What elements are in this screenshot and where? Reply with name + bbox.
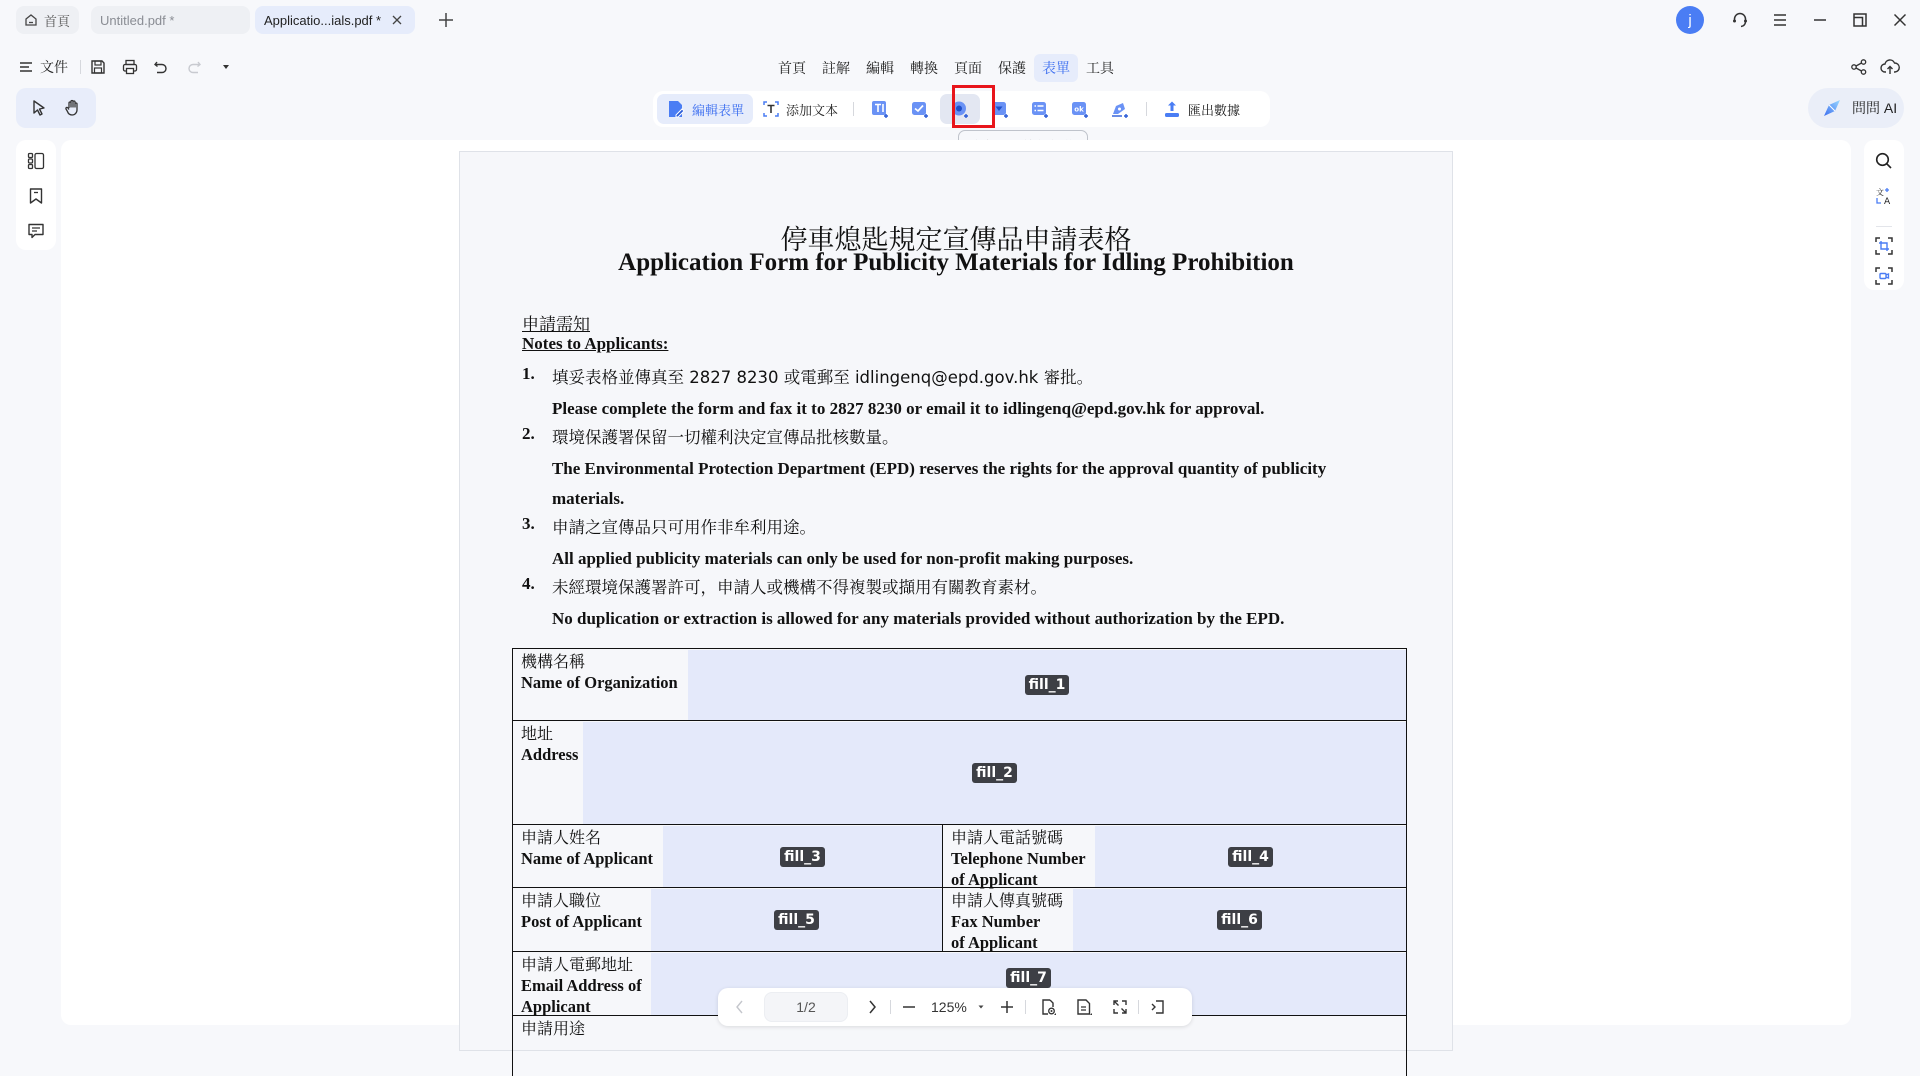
label-zh: 申請人電話號碼 [951, 828, 1064, 847]
next-page-button[interactable] [858, 993, 886, 1021]
hand-tool[interactable] [63, 98, 83, 118]
list-box-field-icon [1030, 99, 1050, 119]
menu-annotate[interactable]: 註解 [822, 60, 850, 76]
label-zh: 申請用途 [521, 1019, 586, 1038]
page-layout-icon [1075, 998, 1093, 1016]
field-label [513, 721, 578, 824]
avatar[interactable] [1676, 6, 1704, 34]
translate-icon [1874, 186, 1894, 206]
note-number: 3. [522, 514, 535, 533]
previous-page-button[interactable] [726, 993, 754, 1021]
cloud-upload-icon [1880, 58, 1900, 76]
form-cell [513, 649, 1406, 720]
pointer-icon [29, 98, 49, 118]
screen-record-button[interactable] [1873, 265, 1895, 287]
field-name-tag: fill_2 [972, 763, 1017, 783]
plus-icon [999, 999, 1015, 1015]
divider [80, 60, 81, 74]
label-zh: 機構名稱 [521, 652, 586, 671]
edit-form-icon [666, 99, 686, 119]
print-icon [121, 58, 139, 76]
label-en: Name of Organization [521, 673, 678, 692]
add-text-icon [762, 100, 780, 118]
hand-icon [63, 98, 83, 118]
label-zh: 申請人職位 [521, 891, 602, 910]
plus-icon [436, 10, 456, 30]
field-label [513, 888, 642, 951]
cursor-tool-group [16, 88, 96, 128]
comment-icon [26, 221, 46, 241]
checkbox-field-icon [910, 99, 930, 119]
page-layout-button[interactable] [1070, 993, 1098, 1021]
print-button[interactable] [119, 56, 141, 78]
note-text-zh: 申請之宣傳品只可用作非牟利用途。 [552, 518, 816, 537]
button-field-tool[interactable] [1060, 94, 1100, 124]
button-field-icon [1070, 99, 1090, 119]
cloud-upload-button[interactable] [1879, 56, 1901, 78]
note-item [522, 514, 1402, 574]
menu-home[interactable]: 首頁 [778, 60, 806, 76]
add-text-button[interactable] [753, 94, 847, 124]
field-label [943, 888, 1063, 951]
zoom-level-select[interactable] [923, 999, 993, 1015]
label-zh: 申請人姓名 [521, 828, 602, 847]
label-en: Name of Applicant [521, 849, 653, 868]
field-name-tag: fill_7 [1006, 968, 1051, 988]
highlight-box [952, 85, 995, 128]
address-field[interactable] [583, 722, 1406, 824]
chevron-left-icon [733, 999, 747, 1015]
label-en: Telephone Number [951, 849, 1086, 868]
form-row-organization [513, 649, 1406, 721]
bookmark-icon [26, 186, 46, 206]
page-navigation-bar [718, 988, 1192, 1026]
divider [1146, 102, 1147, 116]
minimize-button[interactable] [1808, 8, 1832, 32]
fullscreen-button[interactable] [1106, 993, 1134, 1021]
select-tool[interactable] [29, 98, 49, 118]
file-menu-button[interactable] [18, 56, 68, 78]
field-label [513, 1016, 585, 1076]
menu-form[interactable]: 表單 [1034, 54, 1078, 82]
divider [890, 1000, 891, 1014]
label-zh: 地址 [521, 724, 554, 743]
tab-home-label: 首頁 [44, 13, 71, 29]
zoom-level: 125% [931, 999, 967, 1015]
dropdown-caret-icon [977, 1003, 985, 1011]
menu-convert[interactable]: 轉換 [910, 60, 938, 76]
svg-text:文: 文 [1876, 188, 1884, 197]
telephone-field[interactable] [1095, 826, 1406, 887]
applicant-name-field[interactable] [663, 826, 942, 887]
chevron-right-icon [865, 999, 879, 1015]
exit-reading-button[interactable] [1143, 993, 1171, 1021]
signature-field-tool[interactable] [1100, 94, 1140, 124]
note-number: 1. [522, 364, 535, 383]
notes-heading-zh: 申請需知 [522, 315, 590, 335]
menu-edit[interactable]: 編輯 [866, 60, 894, 76]
label-en: of Applicant [951, 870, 1038, 889]
form-cell [513, 825, 942, 887]
tab-label: Untitled.pdf * [100, 12, 175, 28]
menu-page[interactable]: 頁面 [954, 60, 982, 76]
close-icon [1891, 11, 1909, 29]
fax-field[interactable] [1073, 889, 1406, 951]
dropdown-caret-icon [221, 62, 231, 72]
field-label [943, 825, 1086, 887]
note-number: 2. [522, 424, 535, 443]
save-icon [89, 58, 107, 76]
new-tab-button[interactable] [436, 10, 456, 30]
exit-panel-icon [1148, 998, 1166, 1016]
checkbox-field-tool[interactable] [900, 94, 940, 124]
right-sidebar [1864, 140, 1904, 290]
label-en: Address [521, 745, 579, 764]
export-data-button[interactable] [1153, 94, 1249, 124]
hamburger-menu-icon [1771, 11, 1789, 29]
tab-label: Applicatio...ials.pdf * [264, 12, 382, 28]
comments-button[interactable] [25, 220, 47, 242]
label-en: Post of Applicant [521, 912, 643, 931]
document-title-zh: 停車熄匙規定宣傳品申請表格 [780, 225, 1132, 256]
label-zh: 申請人傳真號碼 [951, 891, 1064, 910]
ask-ai-label: 問問 AI [1852, 100, 1898, 116]
export-data-label: 匯出數據 [1188, 102, 1241, 118]
zoom-in-button[interactable] [993, 993, 1021, 1021]
document-title-en: Application Form for Publicity Materials for Idling Prohibition [618, 249, 1294, 276]
notes-heading-en: Notes to Applicants: [522, 334, 669, 353]
label-zh: 申請人電郵地址 [521, 955, 634, 974]
minus-icon [901, 999, 917, 1015]
svg-text:ok: ok [1074, 105, 1084, 114]
undo-button[interactable] [150, 56, 172, 78]
divider [1025, 1000, 1026, 1014]
form-row-name-telephone [513, 825, 1406, 888]
note-item [522, 424, 1402, 514]
redo-icon [185, 58, 203, 76]
note-text-zh: 填妥表格並傳真至 2827 8230 或電郵至 idlingenq@epd.gov.hk 審批。 [552, 368, 1094, 387]
text-field-tool[interactable] [860, 94, 900, 124]
share-button[interactable] [1848, 56, 1870, 78]
tab-untitled[interactable] [91, 6, 250, 34]
fit-page-icon [1039, 998, 1057, 1016]
search-icon [1874, 151, 1894, 171]
label-en: Applicant [521, 997, 591, 1016]
ai-sparkle-icon [1822, 98, 1842, 118]
fit-page-button[interactable] [1034, 993, 1062, 1021]
crop-icon [1874, 236, 1894, 256]
edit-form-button[interactable] [657, 94, 753, 124]
avatar-letter: j [1688, 11, 1692, 29]
field-name-tag: fill_1 [1025, 675, 1070, 695]
field-name-tag: fill_5 [774, 910, 819, 930]
undo-icon [152, 58, 170, 76]
minimize-icon [1811, 11, 1829, 29]
label-en: of Applicant [951, 933, 1038, 952]
signature-field-icon [1110, 99, 1130, 119]
tab-application-form[interactable] [255, 6, 415, 34]
field-label [513, 825, 653, 887]
text-field-icon [870, 99, 890, 119]
field-name-tag: fill_6 [1217, 910, 1262, 930]
crop-button[interactable] [1873, 235, 1895, 257]
export-icon [1162, 99, 1182, 119]
thumbnails-button[interactable] [25, 150, 47, 172]
note-text-en: No duplication or extraction is allowed for any materials provided without authorization by the EPD. [552, 609, 1285, 628]
quick-access-dropdown[interactable] [215, 56, 237, 78]
close-window-button[interactable] [1888, 8, 1912, 32]
pdf-page [459, 151, 1453, 1051]
support-icon [1730, 10, 1750, 30]
edit-form-label: 編輯表單 [692, 102, 745, 118]
form-cell [942, 888, 1406, 951]
document-canvas[interactable] [61, 140, 1851, 1038]
menu-protect[interactable]: 保護 [998, 60, 1026, 76]
note-text-en: All applied publicity materials can only be used for non-profit making purposes. [552, 549, 1134, 568]
home-icon [24, 13, 38, 27]
thumbnails-icon [26, 151, 46, 171]
screen-record-icon [1874, 266, 1894, 286]
svg-text:A: A [1884, 197, 1891, 207]
field-name-tag: fill_4 [1228, 847, 1273, 867]
divider [1138, 1000, 1139, 1014]
page-number-input[interactable]: 1/2 [764, 992, 848, 1022]
note-text-en: Please complete the form and fax it to 2827 8230 or email it to idlingenq@epd.gov.hk for approval. [552, 399, 1265, 418]
divider [853, 102, 854, 116]
main-menu [770, 54, 1122, 82]
org-name-field[interactable] [688, 650, 1406, 720]
restore-button[interactable] [1848, 8, 1872, 32]
search-button[interactable] [1873, 150, 1895, 172]
note-text-zh: 未經環境保護署許可，申請人或機構不得複製或擷用有關教育素材。 [552, 578, 1047, 597]
label-en: Email Address of [521, 976, 642, 995]
left-sidebar [16, 140, 56, 250]
note-text-zh: 環境保護署保留一切權利決定宣傳品批核數量。 [551, 428, 899, 447]
restore-icon [1851, 11, 1869, 29]
redo-button[interactable] [183, 56, 205, 78]
note-item [522, 574, 1402, 634]
form-cell [513, 888, 942, 951]
field-name-tag: fill_3 [780, 847, 825, 867]
form-row-address [513, 721, 1406, 825]
close-tab-icon[interactable] [389, 12, 405, 28]
list-box-field-tool[interactable] [1020, 94, 1060, 124]
app-menu-button[interactable] [1768, 8, 1792, 32]
form-cell [513, 721, 1406, 824]
support-button[interactable] [1728, 8, 1752, 32]
bookmarks-button[interactable] [25, 185, 47, 207]
fullscreen-icon [1111, 998, 1129, 1016]
file-menu-label: 文件 [40, 59, 68, 75]
save-button[interactable] [87, 56, 109, 78]
label-en: Fax Number [951, 912, 1041, 931]
menu-tools[interactable]: 工具 [1086, 60, 1114, 76]
field-label [513, 649, 678, 720]
add-text-label: 添加文本 [786, 102, 839, 118]
field-label [513, 952, 642, 1015]
ask-ai-button[interactable] [1808, 88, 1904, 128]
tab-home[interactable] [16, 6, 79, 34]
notes-section [522, 310, 1402, 634]
form-row-post-fax [513, 888, 1406, 952]
note-number: 4. [522, 574, 535, 593]
note-text-en: The Environmental Protection Department (EPD) reserves the rights for the approval quantity of publicity materials. [551, 459, 1327, 508]
form-cell [942, 825, 1406, 887]
translate-button[interactable] [1873, 185, 1895, 207]
note-item [522, 364, 1402, 424]
share-icon [1850, 58, 1868, 76]
menu-lines-icon [18, 59, 34, 75]
post-field[interactable] [651, 889, 942, 951]
zoom-out-button[interactable] [895, 993, 923, 1021]
divider [1876, 226, 1892, 227]
